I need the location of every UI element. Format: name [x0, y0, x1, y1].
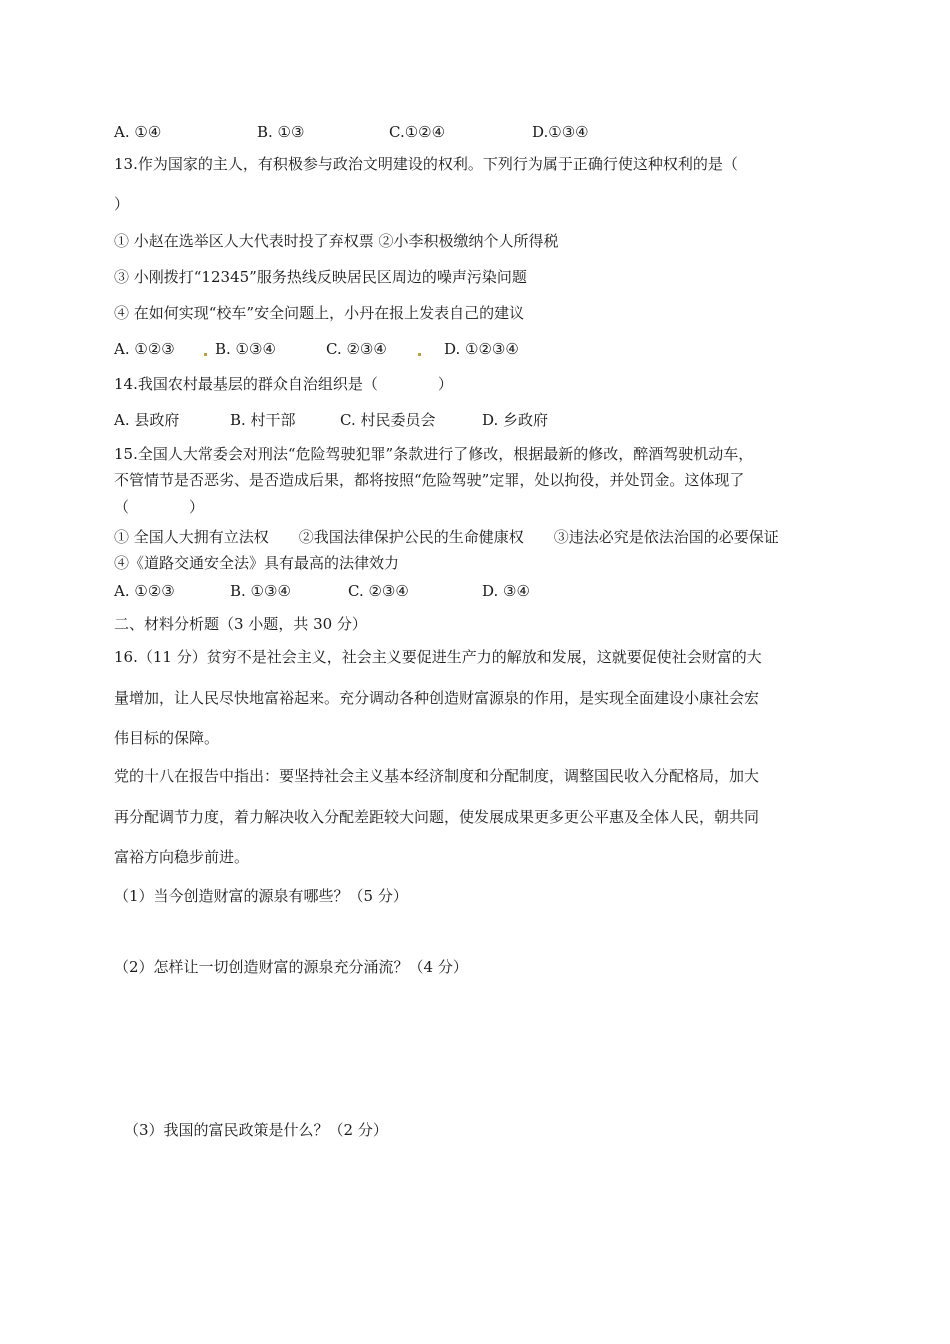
- q12-option-b: B. ①③: [257, 123, 305, 141]
- stray-mark: [204, 353, 207, 356]
- q15-stem-line-3: （ ）: [114, 498, 205, 516]
- q13-stem-end: ）: [114, 195, 130, 213]
- q13-item-2: ③ 小刚拨打“12345”服务热线反映居民区周边的噪声污染问题: [114, 268, 527, 286]
- stray-mark: [418, 353, 421, 356]
- q13-item-1: ① 小赵在选举区人大代表时投了弃权票 ②小李积极缴纳个人所得税: [114, 232, 559, 250]
- q13-option-a: A. ①②③: [114, 340, 175, 358]
- q13-option-d: D. ①②③④: [444, 340, 519, 358]
- q16-material-line-2: 量增加，让人民尽快地富裕起来。充分调动各种创造财富源泉的作用，是实现全面建设小康社会宏: [114, 689, 760, 707]
- q15-item-1: ① 全国人大拥有立法权 ②我国法律保护公民的生命健康权 ③违法必究是依法治国的必要保证: [114, 528, 779, 546]
- q12-option-a: A. ①④: [114, 123, 162, 141]
- section-2-title: 二、材料分析题（3 小题，共 30 分）: [114, 615, 367, 633]
- q16-material-line-6: 富裕方向稳步前进。: [114, 848, 250, 866]
- q14-option-c: C. 村民委员会: [340, 411, 436, 429]
- q16-material-line-5: 再分配调节力度，着力解决收入分配差距较大问题，使发展成果更多更公平惠及全体人民，朝共同: [114, 808, 760, 826]
- q14-option-b: B. 村干部: [230, 411, 296, 429]
- q16-sub-question-2: （2）怎样让一切创造财富的源泉充分涌流？（4 分）: [114, 958, 468, 976]
- q14-option-d: D. 乡政府: [482, 411, 549, 429]
- q15-option-d: D. ③④: [482, 582, 530, 600]
- q13-option-c: C. ②③④: [326, 340, 387, 358]
- q13-option-b: B. ①③④: [215, 340, 276, 358]
- q15-stem-line-1: 15.全国人大常委会对刑法“危险驾驶犯罪”条款进行了修改，根据最新的修改，醉酒驾驶机动车，: [114, 445, 754, 463]
- q16-material-line-3: 伟目标的保障。: [114, 729, 220, 747]
- q14-stem: 14.我国农村最基层的群众自治组织是（ ）: [114, 375, 453, 393]
- q16-material-line-4: 党的十八在报告中指出：要坚持社会主义基本经济制度和分配制度，调整国民收入分配格局，加大: [114, 767, 760, 785]
- q16-material-line-1: 16.（11 分）贫穷不是社会主义，社会主义要促进生产力的解放和发展，这就要促使社会财富的大: [114, 648, 762, 666]
- q15-item-2: ④《道路交通安全法》具有最高的法律效力: [114, 554, 400, 572]
- q13-stem: 13.作为国家的主人，有积极参与政治文明建设的权利。下列行为属于正确行使这种权利的是（: [114, 155, 738, 173]
- q12-option-c: C.①②④: [389, 123, 446, 141]
- q15-option-c: C. ②③④: [348, 582, 409, 600]
- q15-stem-line-2: 不管情节是否恶劣、是否造成后果，都将按照“危险驾驶”定罪，处以拘役，并处罚金。这体现了: [114, 471, 745, 489]
- q16-sub-question-3: （3）我国的富民政策是什么？（2 分）: [124, 1121, 388, 1139]
- q13-item-3: ④ 在如何实现“校车”安全问题上，小丹在报上发表自己的建议: [114, 304, 525, 322]
- q15-option-b: B. ①③④: [230, 582, 291, 600]
- q16-sub-question-1: （1）当今创造财富的源泉有哪些？（5 分）: [114, 887, 408, 905]
- q15-option-a: A. ①②③: [114, 582, 175, 600]
- q12-option-d: D.①③④: [532, 123, 589, 141]
- q14-option-a: A. 县政府: [114, 411, 180, 429]
